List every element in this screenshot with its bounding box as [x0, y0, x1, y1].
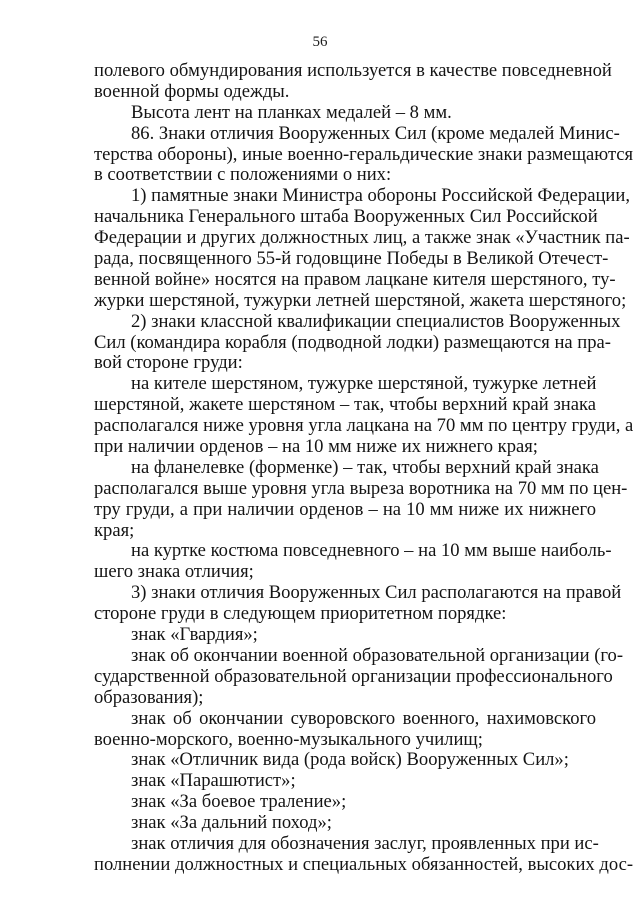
text-line: тру груди, а при наличии орденов – на 10 мм ниже их нижнего — [94, 498, 596, 520]
text-line: шего знака отличия; — [94, 561, 254, 583]
text-line: на куртке костюма повседневного – на 10 мм выше наиболь- — [131, 540, 612, 562]
body-text — [94, 60, 634, 876]
text-line: венной войне» носятся на правом лацкане кителя шерстяного, ту- — [94, 268, 616, 290]
text-line: знак об окончании суворовского военного, нахимовского — [131, 707, 596, 729]
text-line: располагался выше уровня угла выреза воротника на 70 мм по цен- — [94, 477, 628, 499]
text-line: знак «Отличник вида (рода войск) Вооруженных Сил»; — [131, 749, 569, 771]
text-line: 3) знаки отличия Вооруженных Сил располагаются на правой — [131, 582, 622, 604]
text-line: полевого обмундирования используется в качестве повседневной — [94, 60, 612, 81]
text-line: знак «Парашютист»; — [131, 770, 296, 792]
text-line: 86. Знаки отличия Вооруженных Сил (кроме медалей Минис- — [131, 122, 620, 144]
text-line: рада, посвященного 55-й годовщине Победы в Великой Отечест- — [94, 248, 609, 270]
text-line: на кителе шерстяном, тужурке шерстяной, тужурке летней — [131, 373, 597, 395]
text-line: стороне груди в следующем приоритетном порядке: — [94, 603, 507, 625]
text-line: сударственной образовательной организации профессионального — [94, 665, 613, 687]
text-line: терства обороны), иные военно-геральдические знаки размещаются — [94, 143, 634, 165]
text-line: на фланелевке (форменке) – так, чтобы верхний край знака — [131, 456, 599, 478]
text-line: вой стороне груди: — [94, 352, 243, 374]
text-line: знак «За боевое траление»; — [131, 791, 347, 813]
text-line: Федерации и других должностных лиц, а также знак «Участник па- — [94, 227, 630, 249]
text-line: знак «Гвардия»; — [131, 624, 258, 646]
text-line: края; — [94, 519, 135, 541]
text-line: знак об окончании военной образовательной организации (го- — [131, 644, 624, 666]
text-line: Сил (командира корабля (подводной лодки) размещаются на пра- — [94, 331, 611, 353]
page-number: 56 — [312, 34, 328, 50]
text-line: знак «За дальний поход»; — [131, 812, 332, 834]
text-line: журки шерстяной, тужурки летней шерстяной, жакета шерстяного; — [94, 289, 627, 311]
text-line: располагался ниже уровня угла лацкана на 70 мм по центру груди, а — [94, 415, 634, 437]
text-line: военно-морского, военно-музыкального училищ; — [94, 728, 483, 750]
text-line: начальника Генерального штаба Вооруженных Сил Российской — [94, 206, 598, 228]
text-line: шерстяной, жакете шерстяном – так, чтобы верхний край знака — [94, 394, 596, 416]
text-line: Высота лент на планках медалей – 8 мм. — [131, 101, 452, 123]
text-line: при наличии орденов – на 10 мм ниже их нижнего края; — [94, 436, 538, 458]
text-line: военной формы одежды. — [94, 80, 290, 102]
text-line: полнении должностных и специальных обязанностей, высоких дос- — [94, 853, 634, 875]
text-line: знак отличия для обозначения заслуг, проявленных при ис- — [131, 832, 599, 854]
text-line: 2) знаки классной квалификации специалистов Вооруженных — [131, 310, 621, 332]
text-line: в соответствии с положениями о них: — [94, 164, 392, 186]
text-line: 1) памятные знаки Министра обороны Российской Федерации, — [131, 185, 630, 207]
text-line: образования); — [94, 686, 204, 708]
